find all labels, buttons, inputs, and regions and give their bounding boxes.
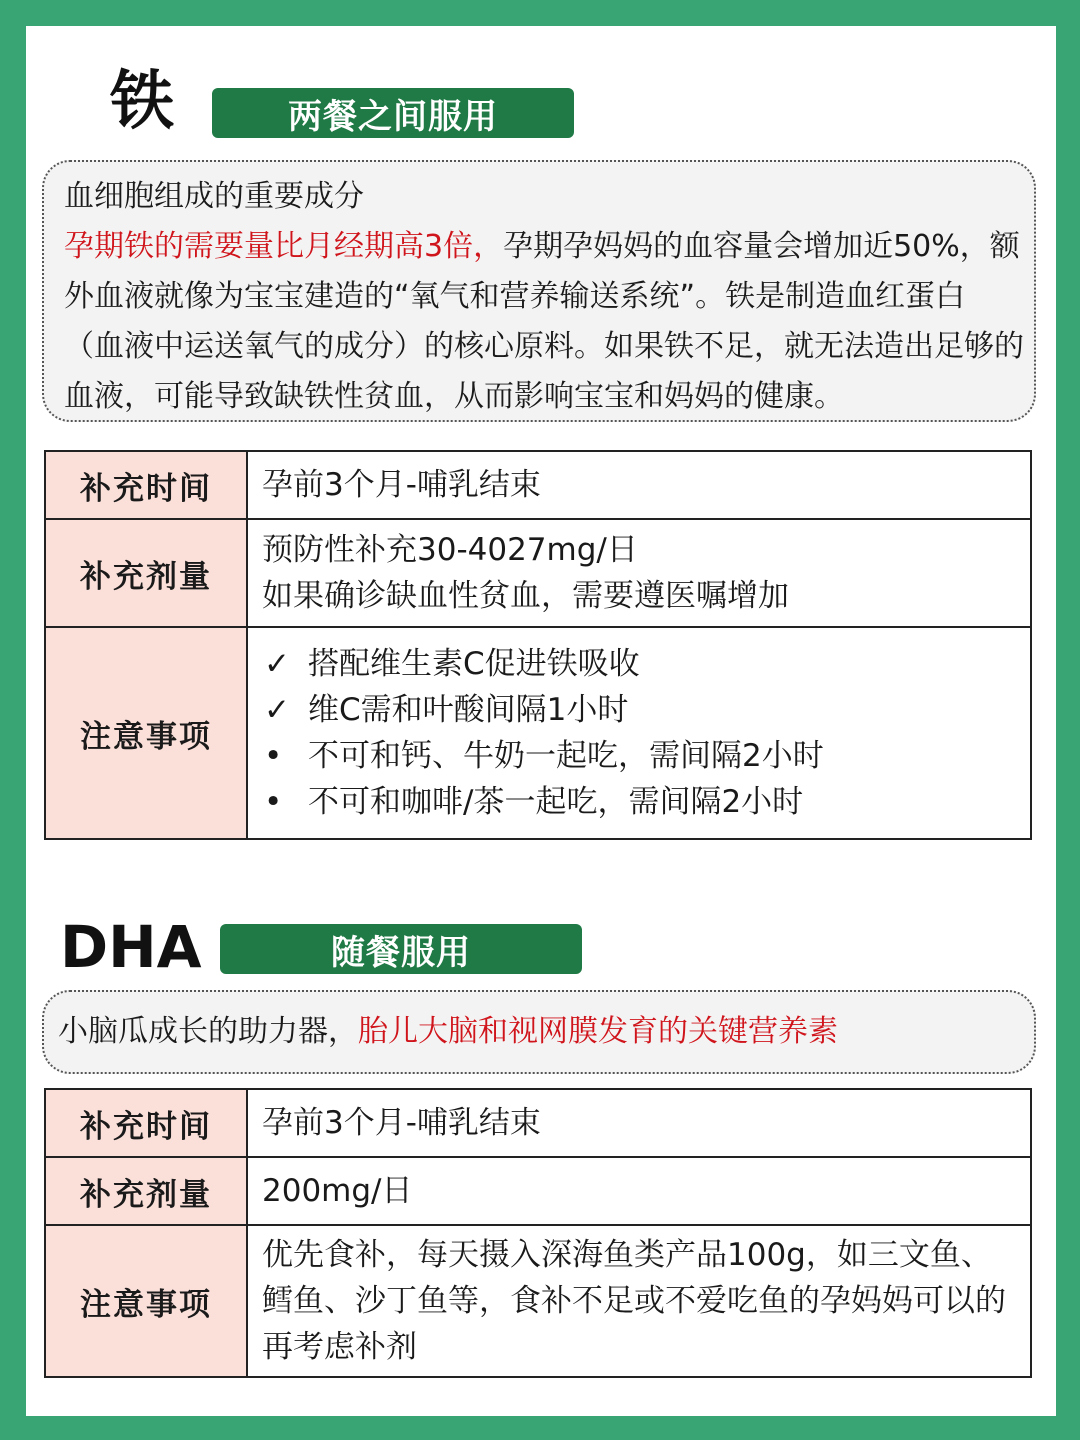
iron-intro-box: [42, 160, 1036, 422]
table-row: [45, 627, 1031, 839]
table-row: [45, 1157, 1031, 1225]
note-text: 搭配维生素C促进铁吸收: [308, 646, 640, 682]
dha-title: DHA: [60, 913, 202, 981]
dha-notes-label: 注意事项: [45, 1225, 247, 1377]
iron-time-value: 孕前3个月-哺乳结束: [247, 451, 1031, 519]
check-icon: ✓: [264, 692, 290, 728]
dha-dose-value: 200mg/日: [247, 1157, 1031, 1225]
note-text: 不可和钙、牛奶一起吃，需间隔2小时: [308, 738, 824, 774]
table-row: [45, 519, 1031, 627]
dha-info-table: [44, 1088, 1032, 1378]
check-icon: ✓: [264, 646, 290, 682]
list-item: [262, 687, 1020, 733]
dha-intro-highlight: 胎儿大脑和视网膜发育的关键营养素: [358, 1014, 838, 1049]
iron-dose-value: [247, 519, 1031, 627]
iron-title: 铁: [110, 65, 174, 139]
note-text: 维C需和叶酸间隔1小时: [308, 692, 629, 728]
dha-notes-value: 优先食补，每天摄入深海鱼类产品100g，如三文鱼、鳕鱼、沙丁鱼等，食补不足或不爱吃鱼的孕妈妈可以的再考虑补剂: [247, 1225, 1031, 1377]
iron-dose-line: 如果确诊缺血性贫血，需要遵医嘱增加: [262, 578, 789, 614]
iron-timing-tag: 两餐之间服用: [212, 88, 574, 138]
list-item: [262, 733, 1020, 779]
iron-notes-label: 注意事项: [45, 627, 247, 839]
iron-info-table: [44, 450, 1032, 840]
list-item: [262, 779, 1020, 825]
dha-intro-box: [42, 990, 1036, 1074]
iron-time-label: 补充时间: [45, 451, 247, 519]
bullet-icon: •: [264, 738, 283, 774]
table-row: [45, 1089, 1031, 1157]
table-row: [45, 1225, 1031, 1377]
dha-time-label: 补充时间: [45, 1089, 247, 1157]
bullet-icon: •: [264, 784, 283, 820]
iron-intro-highlight: 孕期铁的需要量比月经期高3倍，: [64, 229, 504, 264]
table-row: [45, 451, 1031, 519]
dha-intro-lead: 小脑瓜成长的助力器，: [58, 1014, 358, 1049]
iron-dose-label: 补充剂量: [45, 519, 247, 627]
dha-dose-label: 补充剂量: [45, 1157, 247, 1225]
dha-timing-tag: 随餐服用: [220, 924, 582, 974]
content-card: [26, 26, 1056, 1416]
iron-intro-lead: 血细胞组成的重要成分: [64, 179, 364, 214]
note-text: 不可和咖啡/茶一起吃，需间隔2小时: [308, 784, 804, 820]
iron-intro-body: 孕期孕妈妈的血容量会增加近50%，额外血液就像为宝宝建造的“氧气和营养输送系统”。铁是制造血红蛋白（血液中运送氧气的成分）的核心原料。如果铁不足，就无法造出足够的血液，可能导致缺铁性贫血，从而影响宝宝和妈妈的健康。: [64, 229, 1024, 414]
iron-notes-list: [247, 627, 1031, 839]
dha-time-value: 孕前3个月-哺乳结束: [247, 1089, 1031, 1157]
iron-dose-line: 预防性补充30-4027mg/日: [262, 532, 638, 568]
list-item: [262, 641, 1020, 687]
